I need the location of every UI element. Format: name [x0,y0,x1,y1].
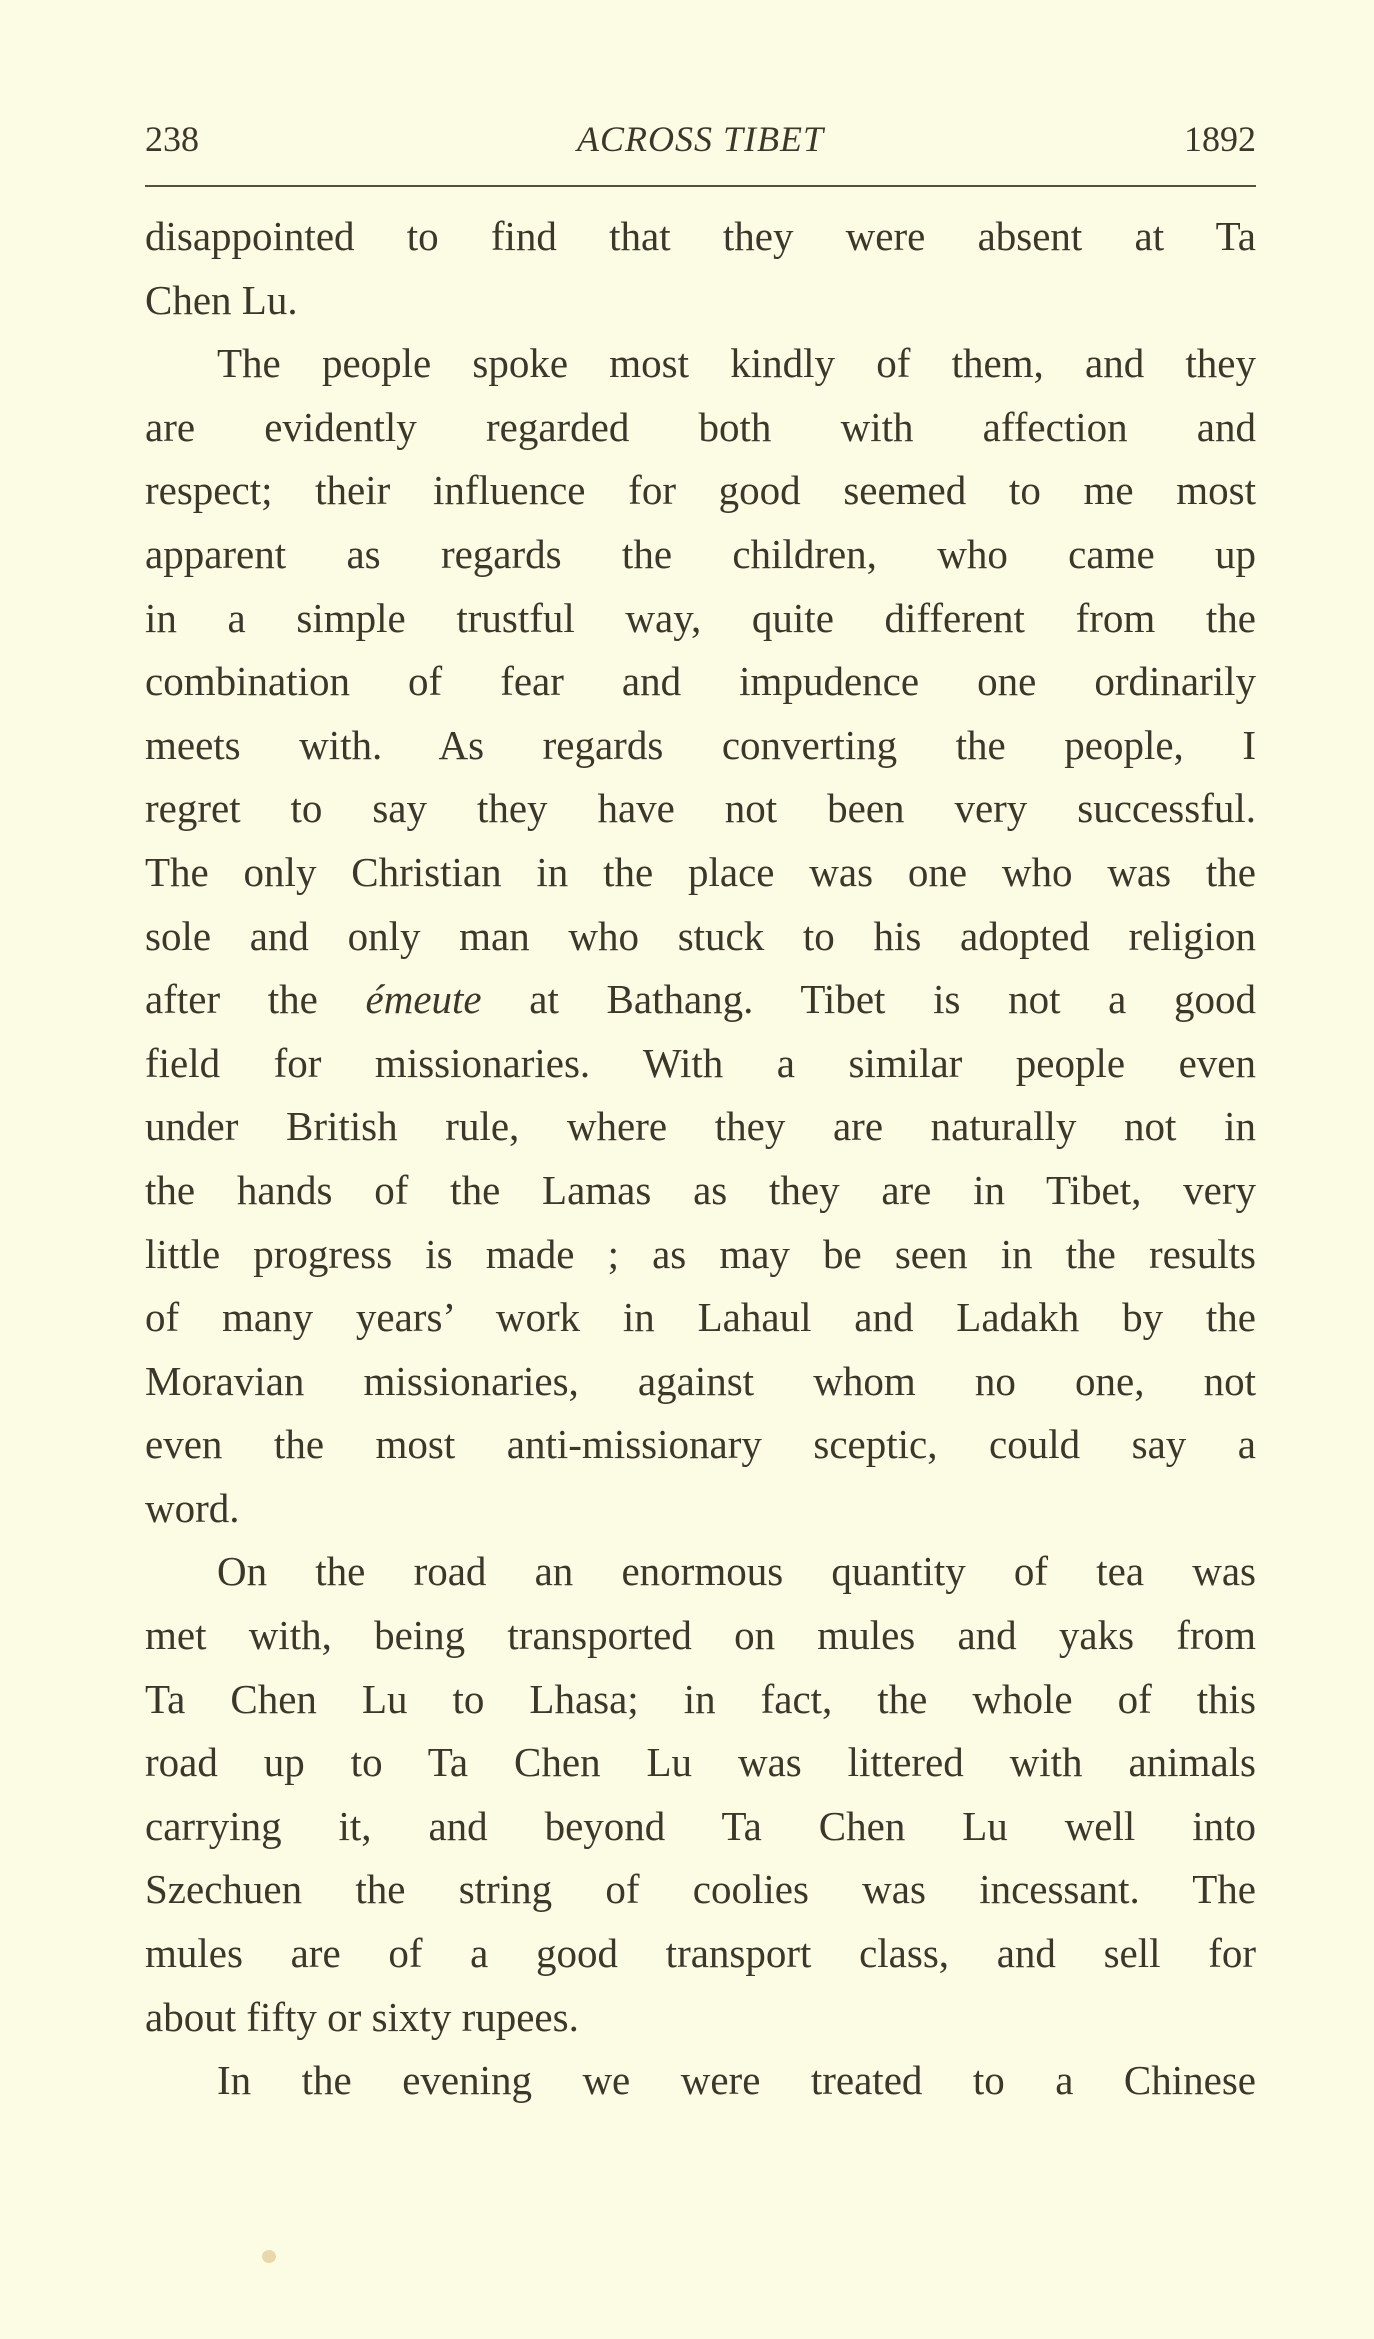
text-line: met with, being transported on mules and yaks from [145,1612,1256,1659]
text-line: about fifty or sixty rupees. [145,1993,579,2040]
running-title: ACROSS TIBET [576,119,824,159]
ink-blot [262,2250,276,2263]
text-line: sole and only man who stuck to his adopted religion [145,912,1256,959]
body-text [145,205,1256,2113]
text-line: The people spoke most kindly of them, and they [217,340,1256,387]
text-line: carrying it, and beyond Ta Chen Lu well into [145,1802,1256,1849]
text-line: disappointed to find that they were absent at Ta [145,213,1256,259]
page-number: 238 [145,119,199,159]
text-line: little progress is made ; as may be seen in the results [145,1230,1256,1277]
text-segment: at Bathang. Tibet is not a good [481,976,1257,1023]
text-line: under British rule, where they are naturally not in [145,1103,1256,1150]
header-year: 1892 [1184,119,1256,159]
text-line: Ta Chen Lu to Lhasa; in fact, the whole of this [145,1675,1256,1722]
text-line [145,968,1256,1032]
text-line: of many years’ work in Lahaul and Ladakh by the [145,1294,1256,1341]
text-line: road up to Ta Chen Lu was littered with animals [145,1739,1256,1786]
text-line: meets with. As regards converting the people, I [145,721,1256,768]
text-line: Szechuen the string of coolies was incessant. The [145,1866,1256,1913]
text-line: even the most anti-missionary sceptic, could say a [145,1421,1256,1468]
text-line: mules are of a good transport class, and sell for [145,1930,1256,1977]
text-line: in a simple trustful way, quite different from the [145,594,1256,641]
text-line: field for missionaries. With a similar people even [145,1039,1256,1086]
text-line: word. [145,1484,240,1531]
header-rule [145,185,1256,187]
text-line: respect; their influence for good seemed to me most [145,467,1256,514]
text-line: combination of fear and impudence one ordinarily [145,658,1256,705]
text-line: apparent as regards the children, who came up [145,530,1256,577]
text-line: The only Christian in the place was one who was the [145,848,1256,895]
running-header [145,118,1256,168]
text-line: the hands of the Lamas as they are in Tibet, very [145,1166,1256,1213]
text-line: are evidently regarded both with affection and [145,403,1256,450]
text-line: Moravian missionaries, against whom no one, not [145,1357,1256,1404]
text-line: On the road an enormous quantity of tea was [217,1548,1256,1595]
text-line: In the evening we were treated to a Chinese [217,2057,1256,2104]
text-segment: after the [145,976,366,1023]
text-line: regret to say they have not been very successful. [145,785,1256,832]
text-line: Chen Lu. [145,276,298,323]
italic-word: émeute [365,976,482,1023]
